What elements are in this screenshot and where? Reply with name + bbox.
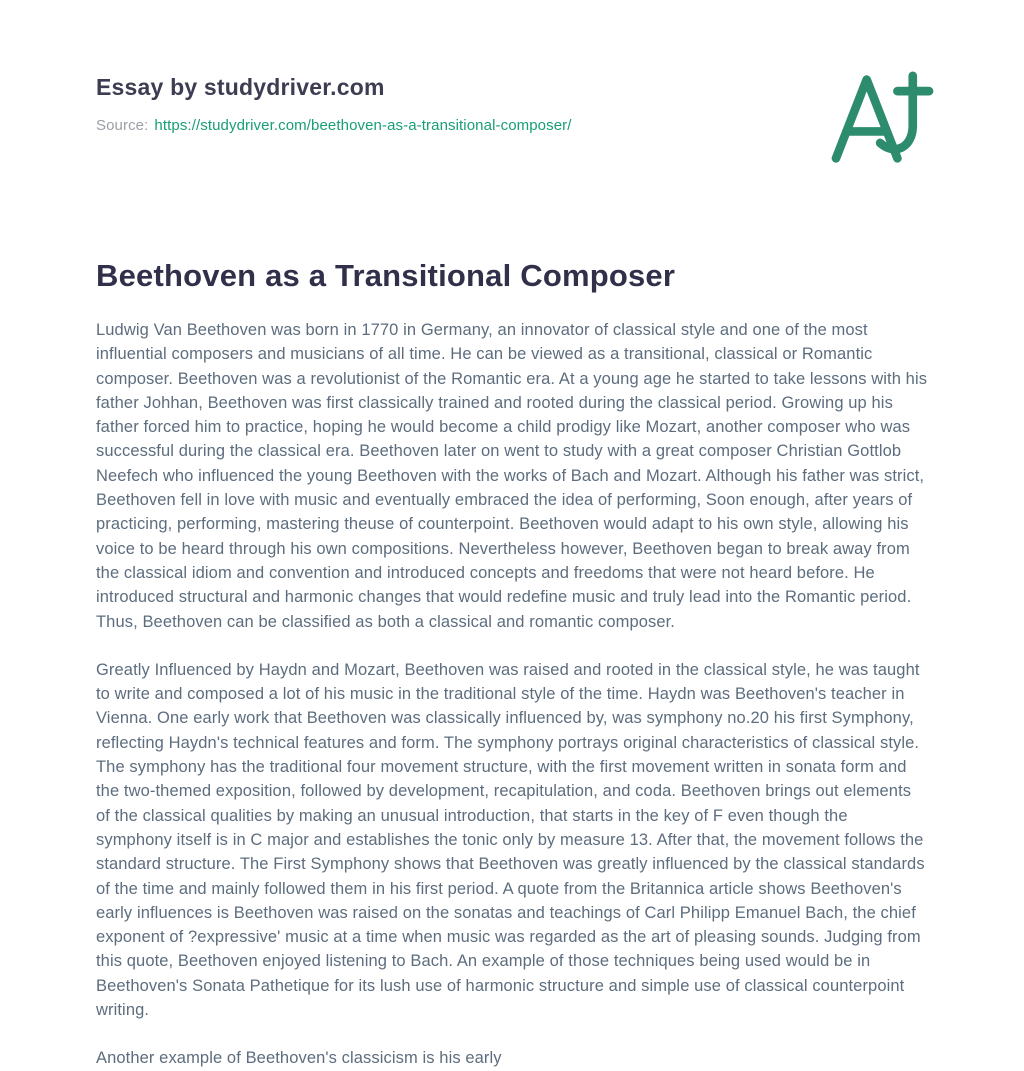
essay-title: Beethoven as a Transitional Composer [96,258,676,293]
source-label: Source: [96,117,149,134]
page-header [0,0,1024,166]
source-line [96,117,572,134]
essay-paragraph-3: Another example of Beethoven's classicism is his early [96,1049,502,1068]
byline: Essay by studydriver.com [96,74,385,100]
essay-paragraph-1: Ludwig Van Beethoven was born in 1770 in Germany, an innovator of classical style and one of the most influential composers and musicians of all time. He can be viewed as a transitional, classical or Romantic composer. Beethoven was a revolutionist of the Romantic era. At a young age he started to take lessons with his father Johhan, Beethoven was first classically trained and rooted during the classical period. Growing up his father forced him to practice, hoping he would become a child prodigy like Mozart, another composer who was successful during the classical era. Beethoven later on went to study with a great composer Christian Gottlob Neefech who influenced the young Beethoven with the works of Bach and Mozart. Although his father was strict, Beethoven fell in love with music and eventually embraced the idea of performing, Soon enough, after years of practicing, performing, mastering theuse of counterpoint. Beethoven would adapt to his own style, allowing his voice to be heard through his own compositions. Nevertheless however, Beethoven began to break away from the classical idiom and convention and introduced concepts and freedoms that were not heard before. He introduced structural and harmonic changes that would redefine music and truly lead into the Romantic period. Thus, Beethoven can be classified as both a classical and romantic composer. [96,321,928,631]
essay-content [0,258,1024,1071]
essay-paragraph-2: Greatly Influenced by Haydn and Mozart, Beethoven was raised and rooted in the classical style, he was taught to write and composed a lot of his music in the traditional style of the time. Haydn was Beethoven's teacher in Vienna. One early work that Beethoven was classically influenced by, was symphony no.20 his first Symphony, reflecting Haydn's technical features and form. The symphony portrays original characteristics of classical style. The symphony has the traditional four movement structure, with the first movement written in sonata form and the two-themed exposition, followed by development, recapitulation, and coda. Beethoven brings out elements of the classical qualities by making an unusual introduction, that starts in the key of F even though the symphony itself is in C major and establishes the tonic only by measure 13. After that, the movement follows the standard structure. The First Symphony shows that Beethoven was greatly influenced by the classical standards of the time and mainly followed them in his first period. A quote from the Britannica article shows Beethoven's early influences is Beethoven was raised on the sonatas and teachings of Carl Philipp Emanuel Bach, the chief exponent of ?expressive' music at a time when music was regarded as the art of pleasing sounds. Judging from this quote, Beethoven enjoyed listening to Bach. An example of those techniques being used would be in Beethoven's Sonata Pathetique for its lush use of harmonic structure and simple use of classical counterpoint writing. [96,660,925,1020]
source-link[interactable]: https://studydriver.com/beethoven-as-a-transitional-composer/ [154,117,572,134]
header-text-block [96,74,572,134]
studydriver-logo-icon [830,70,936,166]
